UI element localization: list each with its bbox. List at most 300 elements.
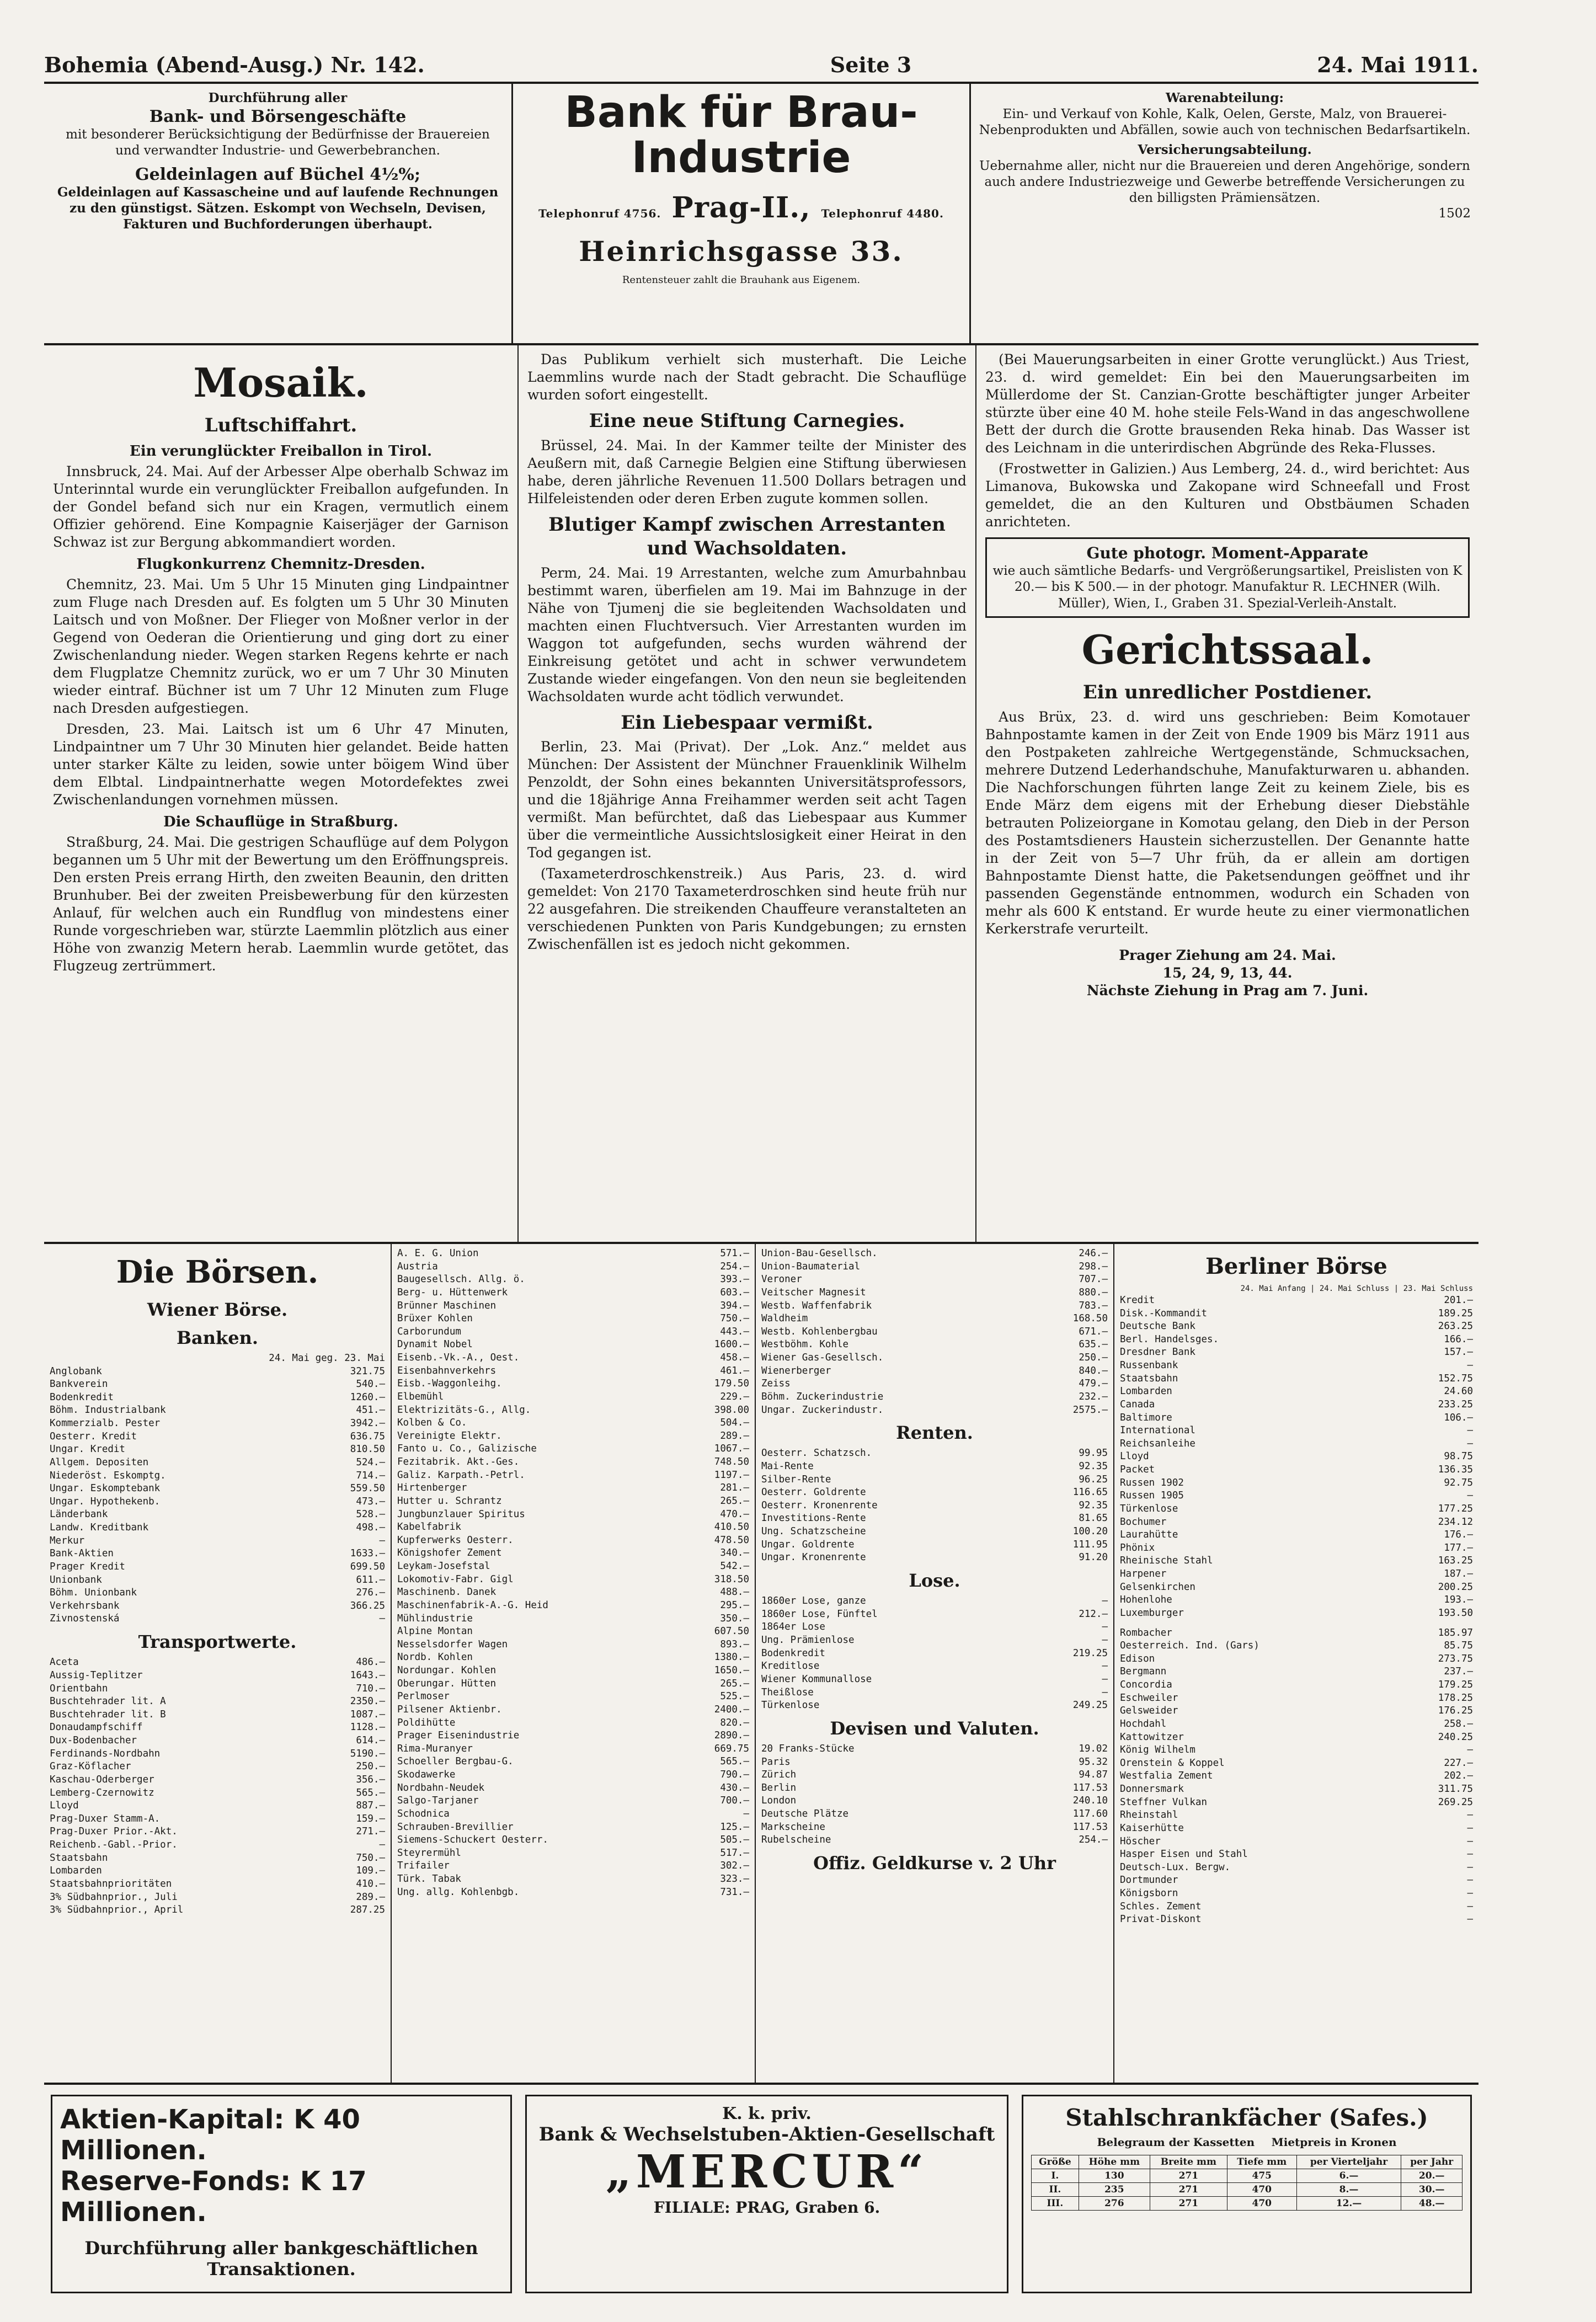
security-name: Türkenlose [761, 1700, 820, 1711]
market-row [397, 1769, 749, 1782]
quote-value: 166.— [1444, 1333, 1473, 1345]
security-name: Steffner Vulkan [1120, 1796, 1208, 1808]
quote-value: 1087.— [350, 1709, 385, 1720]
security-name: Union-Baumaterial [761, 1261, 861, 1272]
security-name: Aussig-Teplitzer [50, 1669, 143, 1681]
article-paragraph: Innsbruck, 24. Mai. Auf der Arbesser Alpe oberhalb Schwaz im Unterinntal wurde ein verunglückter Freiballon aufgefunden. In der Gondel befand sich nur ein Kragen, vermutlich einem Offizier gehörend. Eine Kompagnie Kaiserjäger der Garnison Schwaz ist zur Bergung abkommandiert worden. [53, 463, 509, 550]
security-name: Deutsche Bank [1120, 1321, 1195, 1332]
quote-value: 614.— [356, 1735, 385, 1747]
article-paragraph: Brüssel, 24. Mai. In der Kammer teilte der Minister des Aeußern mit, daß Carnegie Belgien eine Stiftung überwiesen habe, deren jährliche Revenuen 11.500 Dollars betragen und Hilfeleistenden oder deren Erben zugute kommen sollen. [527, 437, 967, 506]
quote-value: 430.— [720, 1782, 749, 1793]
article-paragraph: Aus Brüx, 23. d. wird uns geschrieben: Beim Komotauer Bahnpostamte kamen in der Zeit von Ende 1909 bis März 1911 aus den Postpaketen zahlreiche Wertgegenstände, Schmucksachen, mehrere Dutzend Lederhandschuhe, Manufakturwaren u. abhanden. Die Nachforschungen führten lange Zeit zu keinem Ziele, bis es Ende März dem eigens mit der Erhebung dieser Diebstähle betrauten Polizeiorgane in Komotau gelang, den Dieb in der Person des Postamtsdieners Haustein sicherzustellen. Der Genannte hatte in der Zeit von 5—7 Uhr früh, da er allein am dortigen Bahnpostamte Dienst hatte, die Paketsendungen geöffnet und ihr passenden Gegenstände entnommen, wodurch ein Schaden von mehr als 600 K entstand. Er wurde heute zu einer viermonatlichen Kerkerstrafe verurteilt. [985, 708, 1470, 937]
quote-value: 318.50 [714, 1573, 749, 1585]
market-row [1120, 1503, 1473, 1516]
market-row [397, 1638, 749, 1652]
quote-value: 271.— [356, 1826, 385, 1838]
security-name: Skodawerke [397, 1769, 456, 1780]
security-name: Brüxer Kohlen [397, 1313, 473, 1325]
market-row [397, 1404, 749, 1417]
quote-value: 179.50 [714, 1378, 749, 1390]
security-name: Dux-Bodenbacher [50, 1735, 137, 1747]
security-name: Gelsweider [1120, 1705, 1178, 1717]
quote-value: 790.— [720, 1769, 749, 1780]
quote-value: 321.75 [350, 1365, 385, 1377]
article-paragraph: Dresden, 23. Mai. Laitsch ist um 6 Uhr 47 Minuten, Lindpaintner um 7 Uhr 30 Minuten hier gelandet. Beide hatten unter starker Kälte zu leiden, sowie unter böigem Wind über dem Elbtal. Lindpaintnerhatte wegen Motordefektes zwei Zwischenlandungen vornehmen müssen. [53, 721, 509, 808]
security-name: Trifailer [397, 1860, 450, 1872]
quote-value: 635.— [1079, 1339, 1108, 1351]
security-name: Aceta [50, 1657, 79, 1668]
market-row [1120, 1770, 1473, 1783]
security-name: Oesterr. Kredit [50, 1430, 137, 1442]
market-row [397, 1534, 749, 1547]
security-name: Eisenb.-Vk.-A., Oest. [397, 1352, 520, 1363]
security-name: Russenbank [1120, 1360, 1178, 1371]
security-name: Prag-Duxer Prior.-Akt. [50, 1826, 178, 1838]
quote-value: 1067.— [714, 1443, 749, 1455]
market-row [1120, 1320, 1473, 1333]
security-name: Schodnica [397, 1808, 450, 1819]
security-name: Kabelfabrik [397, 1522, 461, 1533]
quote-value: 607.50 [714, 1626, 749, 1637]
quote-value: 111.95 [1072, 1539, 1108, 1550]
quote-value: 498.— [356, 1522, 385, 1534]
security-name: Lombarden [50, 1865, 102, 1877]
quote-value: 95.32 [1079, 1756, 1108, 1768]
market-row [50, 1456, 385, 1470]
security-name: Harpener [1120, 1568, 1167, 1580]
quote-value: 163.25 [1438, 1555, 1473, 1567]
market-row [1120, 1861, 1473, 1875]
security-name: Ferdinands-Nordbahn [50, 1748, 161, 1759]
headline: Eine neue Stiftung Carnegies. [589, 410, 905, 432]
security-name: Zürich [761, 1769, 797, 1781]
quote-value: 410.— [356, 1878, 385, 1889]
security-name: Hochdahl [1120, 1718, 1167, 1730]
security-name: Staatsbahn [50, 1852, 108, 1864]
berlin-title: Berliner Börse [1205, 1253, 1387, 1279]
quote-value: — [379, 1613, 385, 1625]
security-name: Galiz. Karpath.-Petrl. [397, 1469, 525, 1481]
quote-value: 311.75 [1438, 1784, 1473, 1795]
table-header: Höhe mm [1079, 2155, 1150, 2169]
security-name: Gelsenkirchen [1120, 1581, 1195, 1593]
market-row [761, 1660, 1108, 1673]
security-name: Packet [1120, 1464, 1155, 1476]
quote-value: 179.25 [1438, 1679, 1473, 1691]
security-name: Leykam-Josefstal [397, 1561, 490, 1572]
market-row [1120, 1666, 1473, 1679]
market-row [1120, 1705, 1473, 1718]
table-cell: 130 [1079, 2169, 1150, 2183]
security-name: Allgem. Depositen [50, 1456, 149, 1468]
security-name: Schoeller Bergbau-G. [397, 1756, 514, 1768]
market-row [1120, 1581, 1473, 1594]
quote-value: 748.50 [714, 1456, 749, 1467]
quote-value: 229.— [720, 1391, 749, 1402]
market-row [1120, 1594, 1473, 1607]
security-name: Böhm. Industrialbank [50, 1405, 166, 1416]
quote-value: 178.25 [1438, 1692, 1473, 1704]
quote-value: 571.— [720, 1248, 749, 1259]
market-row [1120, 1887, 1473, 1901]
security-name: Brünner Maschinen [397, 1300, 497, 1311]
market-row [1120, 1796, 1473, 1809]
quote-value: 193.— [1444, 1594, 1473, 1606]
quote-value: 1650.— [714, 1665, 749, 1676]
table-row [1032, 2197, 1462, 2211]
security-name: Donnersmark [1120, 1784, 1184, 1795]
security-name: Deutsche Plätze [761, 1808, 849, 1820]
market-row [397, 1678, 749, 1691]
security-name: Bankverein [50, 1379, 108, 1390]
security-name: Kommerzialb. Pester [50, 1418, 161, 1429]
market-row [50, 1721, 385, 1734]
bank-services-ad: Durchführung aller Bank- und Börsengeschäfte mit besonderer Berücksichtigung der Bedürfnisse der Brauereien und verwandter Industrie- und Gewerbebranchen. Geldeinlagen auf Büchel 4½%; Geldeinlagen auf Kassascheine und auf laufende Rechnungen zu den günstigst. Sätzen. Eskompt von Wechseln, Devisen, Fakturen und Buchforderungen überhaupt. [44, 84, 513, 343]
subhead: Die Schauflüge in Straßburg. [163, 814, 398, 831]
quote-value: 202.— [1444, 1770, 1473, 1782]
quote-value: 603.— [720, 1287, 749, 1298]
market-row [761, 1756, 1108, 1769]
security-name: Laurahütte [1120, 1529, 1178, 1541]
security-name: Kreditlose [761, 1661, 820, 1672]
quote-value: 302.— [720, 1860, 749, 1872]
market-row [50, 1904, 385, 1917]
market-row [397, 1782, 749, 1795]
security-name: Waldheim [761, 1313, 808, 1325]
news-columns [44, 345, 1478, 1244]
market-row [1120, 1516, 1473, 1529]
quote-value: 3942.— [350, 1418, 385, 1429]
quote-value: 240.25 [1438, 1731, 1473, 1743]
berlin-column [1114, 1244, 1478, 2083]
quote-value: 542.— [720, 1561, 749, 1572]
market-row [50, 1404, 385, 1417]
quote-value: 1197.— [714, 1469, 749, 1481]
market-row [761, 1539, 1108, 1552]
quote-value: — [1467, 1849, 1473, 1860]
market-row [761, 1378, 1108, 1391]
quote-value: 81.65 [1079, 1513, 1108, 1524]
security-name: 3% Südbahnprior., April [50, 1904, 184, 1916]
quote-value: 254.— [1079, 1834, 1108, 1846]
industrial-rows [397, 1247, 749, 1899]
market-row [50, 1878, 385, 1891]
quote-value: 281.— [720, 1482, 749, 1494]
quote-value: — [379, 1535, 385, 1546]
quote-value: 340.— [720, 1547, 749, 1559]
market-row [397, 1795, 749, 1808]
market-row [397, 1886, 749, 1899]
market-row [50, 1760, 385, 1774]
market-row [1120, 1464, 1473, 1477]
quote-value: 443.— [720, 1326, 749, 1337]
market-row [397, 1326, 749, 1339]
security-name: Nordungar. Kohlen [397, 1665, 497, 1676]
section-title: Mosaik. [193, 359, 369, 406]
market-row [761, 1404, 1108, 1417]
security-name: Wiener Gas-Gesellsch. [761, 1352, 884, 1363]
security-name: Siemens-Schuckert Oesterr. [397, 1834, 548, 1846]
market-row [761, 1474, 1108, 1487]
security-name: Hohenlohe [1120, 1594, 1172, 1606]
quote-value: 289.— [720, 1430, 749, 1442]
quote-value: 246.— [1079, 1248, 1108, 1259]
quote-value: 100.20 [1072, 1526, 1108, 1538]
security-name: Baugesellsch. Allg. ö. [397, 1274, 525, 1285]
security-name: A. E. G. Union [397, 1248, 479, 1259]
ad-note: Rentensteuer zahlt die Brauhank aus Eigenem. [622, 274, 861, 286]
security-name: Privat-Diskont [1120, 1914, 1202, 1925]
quote-value: 893.— [720, 1638, 749, 1650]
security-name: König Wilhelm [1120, 1744, 1195, 1756]
market-row [1120, 1718, 1473, 1731]
devisen-heading: Devisen und Valuten. [830, 1717, 1039, 1739]
quote-value: 117.53 [1072, 1782, 1108, 1793]
market-row [397, 1378, 749, 1391]
market-row [761, 1391, 1108, 1404]
security-name: Dresdner Bank [1120, 1347, 1195, 1358]
market-row [761, 1808, 1108, 1821]
article-paragraph: (Taxameterdroschkenstreik.) Aus Paris, 23. d. wird gemeldet: Von 2170 Taxameterdroschken sind heute früh nur 22 ausgefahren. Die streikenden Chauffeure veranstalteten an verschiedenen Punkten von Paris Kundgebungen; zu ernsten Zwischenfällen ist es jedoch nicht gekommen. [527, 866, 967, 953]
renten-rows [761, 1447, 1108, 1565]
quote-value: — [1102, 1621, 1108, 1633]
quote-value: 840.— [1079, 1365, 1108, 1376]
ad-city: Telephonruf 4756. Prag-II., Telephonruf 4480. [538, 190, 944, 225]
quote-value: 250.— [356, 1761, 385, 1773]
security-name: Ungar. Goldrente [761, 1539, 855, 1550]
market-row [1120, 1874, 1473, 1887]
security-name: Ungar. Eskomptebank [50, 1483, 161, 1494]
market-title: Die Börsen. [116, 1254, 319, 1290]
market-row [397, 1312, 749, 1326]
market-row [1120, 1294, 1473, 1307]
security-name: Veitscher Magnesit [761, 1287, 866, 1298]
quote-value: 92.35 [1079, 1499, 1108, 1511]
security-name: Berlin [761, 1782, 797, 1793]
market-row [397, 1391, 749, 1404]
quote-value: 880.— [1079, 1287, 1108, 1298]
market-row [761, 1647, 1108, 1661]
security-name: Salgo-Tarjaner [397, 1795, 479, 1807]
market-row [761, 1447, 1108, 1460]
security-name: Theißlose [761, 1686, 814, 1698]
security-name: Türk. Tabak [397, 1873, 461, 1885]
market-row [761, 1686, 1108, 1700]
quote-value: 479.— [1079, 1378, 1108, 1390]
market-row [761, 1821, 1108, 1834]
quote-value: 287.25 [350, 1904, 385, 1916]
security-name: Lloyd [1120, 1451, 1149, 1462]
market-row [1120, 1333, 1473, 1347]
date: 24. Mai 1911. [1317, 52, 1478, 77]
table-cell: 235 [1079, 2183, 1150, 2197]
quote-value: 323.— [720, 1873, 749, 1885]
column-2 [519, 345, 976, 1242]
market-row [761, 1512, 1108, 1525]
security-name: Union-Bau-Gesellsch. [761, 1248, 878, 1259]
quote-value: 263.25 [1438, 1321, 1473, 1332]
market-row [397, 1586, 749, 1599]
mercur-ad: K. k. priv. Bank & Wechselstuben-Aktien-Gesellschaft „MERCUR“ FILIALE: PRAG, Graben 6. [525, 2095, 1008, 2293]
market-row [397, 1352, 749, 1365]
table-cell: 271 [1150, 2183, 1227, 2197]
market-row [1120, 1424, 1473, 1438]
quote-value: — [1467, 1901, 1473, 1912]
market-row [397, 1469, 749, 1482]
quote-value: 136.35 [1438, 1464, 1473, 1476]
market-row [761, 1499, 1108, 1513]
quote-value: 117.60 [1072, 1808, 1108, 1820]
market-row [761, 1743, 1108, 1756]
security-name: Höscher [1120, 1835, 1161, 1847]
security-name: Disk.-Kommandit [1120, 1307, 1208, 1319]
market-row [50, 1825, 385, 1839]
market-row [761, 1782, 1108, 1795]
security-name: Paris [761, 1756, 791, 1768]
market-row [1120, 1901, 1473, 1914]
quote-value: 1380.— [714, 1652, 749, 1663]
table-header: per Jahr [1401, 2155, 1462, 2169]
security-name: Länderbank [50, 1509, 108, 1520]
masthead-left: Bohemia (Abend-Ausg.) Nr. 142. [44, 52, 425, 77]
quote-value: 565.— [356, 1787, 385, 1798]
quote-value: — [1467, 1861, 1473, 1873]
market-row [50, 1496, 385, 1509]
market-row [50, 1774, 385, 1787]
bank-rows [50, 1365, 385, 1626]
security-name: Reichsanleihe [1120, 1438, 1195, 1449]
quote-value: — [379, 1839, 385, 1851]
market-row [50, 1547, 385, 1561]
quote-value: 85.75 [1444, 1640, 1473, 1652]
quote-value: 700.— [720, 1795, 749, 1807]
quote-value: 232.— [1079, 1391, 1108, 1402]
quote-value: 176.— [1444, 1529, 1473, 1541]
market-row [397, 1690, 749, 1704]
market-row [397, 1261, 749, 1274]
security-name: Bank-Aktien [50, 1548, 114, 1560]
market-row [50, 1787, 385, 1800]
camera-ad: Gute photogr. Moment-Apparate wie auch sämtliche Bedarfs- und Vergrößerungsartikel, Preislisten von K 20.— bis K 500.— in der photogr. Manufaktur R. LECHNER (Wilh. Müller), Wien, I., Graben 31. Spezial-Verleih-Anstalt. [985, 537, 1470, 618]
quote-value: 393.— [720, 1274, 749, 1285]
page-number: Seite 3 [830, 52, 912, 77]
market-row [397, 1873, 749, 1886]
market-row [50, 1417, 385, 1430]
security-name: Merkur [50, 1535, 85, 1546]
table-header: Tiefe mm [1227, 2155, 1296, 2169]
market-row [50, 1561, 385, 1574]
market-row [1120, 1627, 1473, 1640]
security-name: Ungar. Kredit [50, 1444, 125, 1455]
security-name: Vereinigte Elektr. [397, 1430, 502, 1442]
market-row [1120, 1490, 1473, 1503]
security-name: Silber-Rente [761, 1474, 831, 1485]
quote-value: — [1467, 1744, 1473, 1756]
security-name: Rubelscheine [761, 1834, 831, 1846]
market-row [397, 1547, 749, 1560]
security-name: Fezitabrik. Akt.-Ges. [397, 1456, 520, 1467]
market-row [397, 1521, 749, 1534]
security-name: Orientbahn [50, 1683, 108, 1694]
security-name: Bochumer [1120, 1516, 1167, 1528]
market-row [50, 1365, 385, 1379]
table-cell: 271 [1150, 2197, 1227, 2211]
quote-value: 177.— [1444, 1542, 1473, 1554]
quote-value: 1128.— [350, 1722, 385, 1733]
security-name: Canada [1120, 1398, 1155, 1410]
security-name: Bodenkredit [761, 1647, 825, 1659]
market-row [50, 1695, 385, 1709]
security-name: Russen 1902 [1120, 1477, 1184, 1488]
table-cell: 475 [1227, 2169, 1296, 2183]
security-name: Lloyd [50, 1800, 79, 1812]
market-row [1120, 1542, 1473, 1555]
quote-value: 525.— [720, 1691, 749, 1702]
transport-heading: Transportwerte. [138, 1631, 297, 1653]
security-name: Landw. Kreditbank [50, 1522, 149, 1534]
quote-value: 731.— [720, 1886, 749, 1898]
market-row [50, 1391, 385, 1405]
market-row [50, 1600, 385, 1613]
security-name: Hasper Eisen und Stahl [1120, 1849, 1248, 1860]
security-name: Wiener Kommunallose [761, 1673, 872, 1685]
quote-value: 559.50 [350, 1483, 385, 1494]
security-name: Dynamit Nobel [397, 1339, 473, 1351]
market-row [761, 1795, 1108, 1808]
market-row [397, 1664, 749, 1678]
security-name: Westb. Waffenfabrik [761, 1300, 872, 1311]
market-row [397, 1821, 749, 1834]
market-row [397, 1482, 749, 1495]
security-name: Rheinische Stahl [1120, 1555, 1213, 1567]
quote-value: — [1102, 1673, 1108, 1685]
money-heading: Offiz. Geldkurse v. 2 Uhr [813, 1852, 1056, 1873]
quote-value: 2350.— [350, 1696, 385, 1707]
market-row [1120, 1757, 1473, 1770]
market-row [397, 1651, 749, 1664]
table-cell: 271 [1150, 2169, 1227, 2183]
quote-value: 2575.— [1072, 1404, 1108, 1416]
market-row [761, 1769, 1108, 1782]
market-row [50, 1522, 385, 1535]
quote-value: 1633.— [350, 1548, 385, 1560]
security-name: Poldihütte [397, 1717, 456, 1728]
quote-value: 234.12 [1438, 1516, 1473, 1528]
security-name: Kupferwerks Oesterr. [397, 1534, 514, 1546]
market-row [761, 1338, 1108, 1352]
security-name: Anglobank [50, 1365, 102, 1377]
market-row [397, 1417, 749, 1430]
quote-value: 157.— [1444, 1347, 1473, 1358]
quote-value: — [1467, 1809, 1473, 1821]
headline: Ein unredlicher Postdiener. [1082, 681, 1373, 704]
security-name: Pilsener Aktienbr. [397, 1704, 502, 1715]
market-row [761, 1312, 1108, 1326]
quote-value: 473.— [356, 1496, 385, 1507]
security-name: Zivnostenská [50, 1613, 120, 1625]
market-row [397, 1625, 749, 1638]
quote-value: 159.— [356, 1813, 385, 1824]
quote-value: 565.— [720, 1756, 749, 1768]
security-name: Lemberg-Czernowitz [50, 1787, 154, 1798]
security-name: Böhm. Zuckerindustrie [761, 1391, 884, 1402]
market-row [761, 1261, 1108, 1274]
quote-value: 98.75 [1444, 1451, 1473, 1462]
security-name: 20 Franks-Stücke [761, 1743, 855, 1754]
security-name: Edison [1120, 1653, 1155, 1664]
quote-value: — [743, 1808, 749, 1819]
security-name: London [761, 1795, 797, 1807]
